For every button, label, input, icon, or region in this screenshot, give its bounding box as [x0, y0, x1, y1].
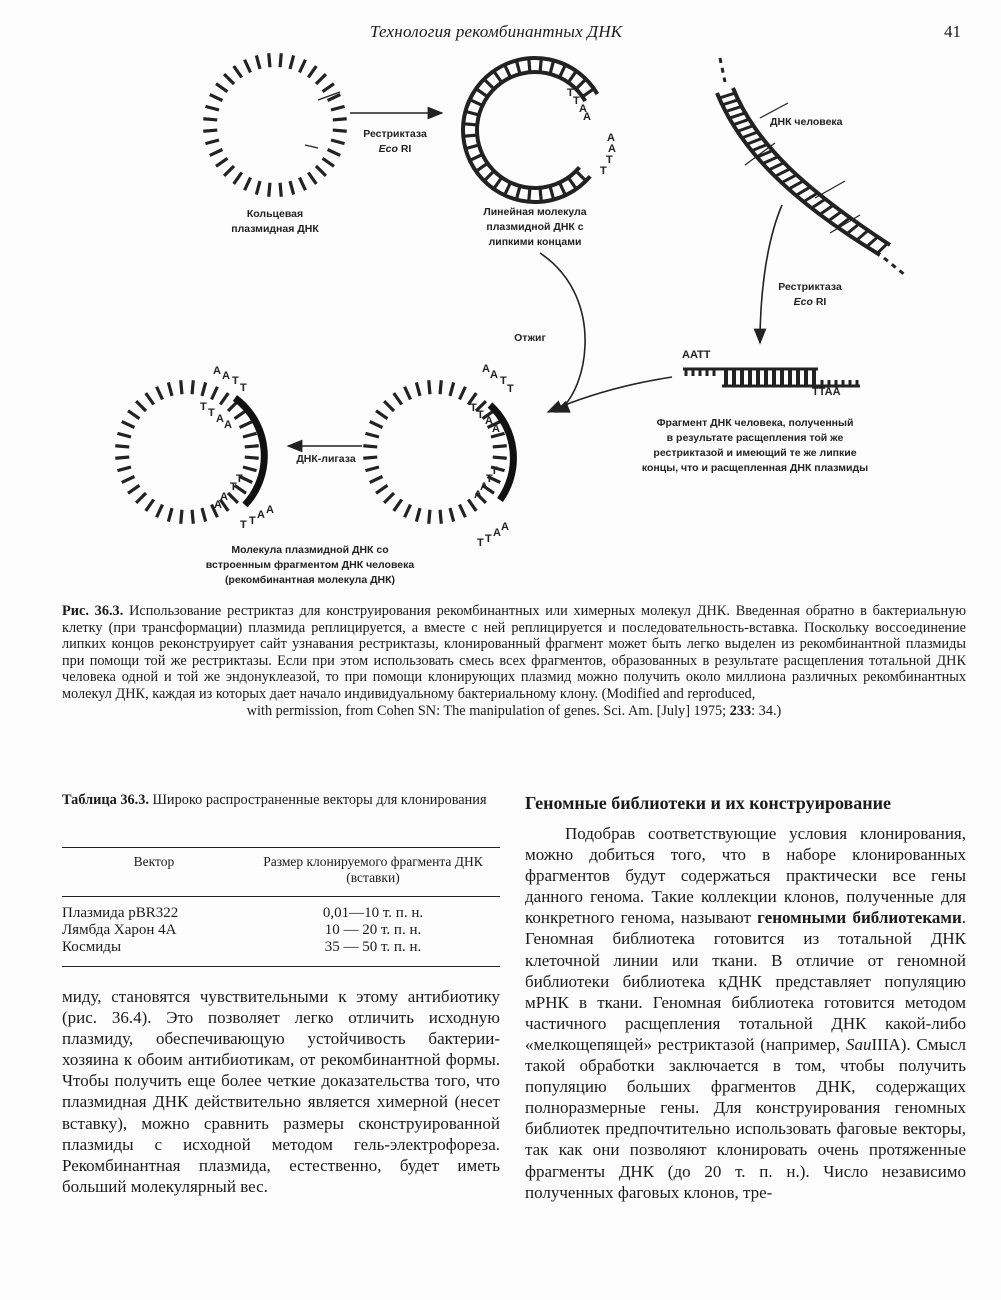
- base-pair-rung: [722, 100, 738, 105]
- base-pair-rung: [747, 138, 763, 144]
- cell-size: 0,01—10 т. п. н.: [322, 905, 424, 921]
- base-pair-rung: [796, 187, 810, 195]
- figure-36-3: [0, 0, 1001, 600]
- base-pair-rung: [416, 382, 420, 396]
- nucleotide-letter: T: [485, 533, 492, 545]
- base-pair-rung: [240, 422, 253, 428]
- base-pair-rung: [737, 126, 753, 132]
- page-number: 41: [944, 22, 961, 41]
- base-pair-rung: [847, 224, 859, 234]
- base-pair-rung: [820, 205, 833, 214]
- label-recombinant-molecule: Молекула плазмидной ДНК со встроенным фрагментом ДНК человека (рекомбинантная молекула ДНК): [205, 544, 415, 586]
- base-pair-rung: [550, 186, 554, 200]
- base-pair-rung: [256, 181, 260, 195]
- base-pair-rung: [529, 188, 530, 202]
- base-pair-rung: [719, 93, 735, 98]
- nucleotide-letter: A: [257, 509, 265, 521]
- section-heading: Геномные библиотеки и их конструирование: [525, 793, 891, 813]
- figure-caption: [62, 603, 966, 719]
- nucleotide-letter: A: [474, 489, 482, 501]
- base-pair-rung: [560, 183, 566, 196]
- base-pair-rung: [769, 163, 784, 170]
- nucleotide-letter: T: [573, 95, 580, 107]
- base-pair-rung: [470, 155, 483, 161]
- label-fragment-description: Фрагмент ДНК человека, полученный в результате расщепления той же рестриктазой и имеющий те же липкие концы, что и расщепленная ДНК плазмиды: [641, 417, 869, 474]
- nucleotide-letter: A: [501, 521, 509, 533]
- base-pair-rung: [202, 508, 206, 522]
- nucleotide-letter: A: [493, 527, 501, 539]
- inserted-fragment: [490, 405, 513, 500]
- base-pair-rung: [733, 119, 749, 124]
- base-pair-rung: [168, 382, 172, 396]
- label-ligase: ДНК-лигаза: [296, 453, 356, 465]
- cell-vector: Плазмида pBR322: [62, 905, 179, 921]
- nucleotide-letter: A: [482, 363, 490, 375]
- circular-plasmid-dna: [203, 53, 346, 197]
- base-pair-rung: [157, 387, 163, 400]
- nucleotide-letter: T: [606, 154, 613, 166]
- base-pair-rung: [323, 158, 334, 166]
- base-pair-rung: [202, 382, 206, 396]
- running-title: Технология рекомбинантных ДНК: [370, 22, 623, 41]
- label-fragment-top-seq: AATT: [682, 349, 711, 361]
- base-pair-rung: [323, 84, 334, 92]
- nucleotide-letter: T: [230, 481, 237, 493]
- nucleotide-letter: T: [500, 375, 507, 387]
- base-pair-rung: [440, 510, 441, 524]
- base-pair-rung: [429, 510, 430, 524]
- arrow-human-digest: [760, 205, 782, 343]
- base-pair-rung: [245, 60, 251, 73]
- nucleotide-letter: A: [607, 132, 615, 144]
- base-pair-rung: [316, 166, 326, 176]
- base-pair-rung: [210, 95, 223, 101]
- table-row: [62, 939, 500, 967]
- base-pair-rung: [122, 422, 135, 428]
- base-pair-rung: [505, 183, 511, 196]
- caption-credit: with permission, from Cohen SN: The manipulation of genes. Sci. Am. [July] 1975; 233: 34.): [246, 702, 782, 719]
- base-pair-rung: [440, 380, 441, 394]
- base-pair-rung: [192, 380, 193, 394]
- base-pair-rung: [203, 130, 217, 131]
- base-pair-rung: [210, 150, 223, 156]
- base-pair-rung: [516, 60, 520, 74]
- nucleotide-letter: A: [220, 491, 228, 503]
- caption-text: Использование рестриктаз для конструирования рекомбинантных или химерных молекул ДНК. Введенная обратно в бактериальную клетку (при трансформации) плазмида реплицируется, а вместе с ней реплицируется и последовательность-вставка. Поскольку воссоединение липких концов реконструирует сайт узнавания рестриктазы, клонированный фрагмент может быть легко выделен из рекомбинантной плазмиды при помощи той же рестриктазы. Если при этом использовать смесь всех фрагментов, образованных в результате расщепления тотальной ДНК человека одной и той же эндонуклеазой, то при помощи клонирующих плазмид можно получить около миллиона различных рекомбинантных молекул ДНК, каждая из которых дает начало индивидуальному бактериальному клону. (Modified and reproduced,: [62, 603, 966, 702]
- base-pair-rung: [136, 493, 146, 503]
- base-pair-rung: [394, 500, 402, 511]
- left-column-text: миду, становятся чувствительными к этому антибиотику (рис. 36.4). Это позволяет легко отличить исходную плазмиду, обеспечивающую устойчивость бактерии-хозяина к обоим антибиотикам, от рекомбинантной формы. Чтобы получить еще более четкие доказательства того, что плазмидная ДНК действительно является химерной (несет вставку), можно сравнить размеры сконструированной плазмиды с исходной методом гель-электрофореза. Рекомбинантная плазмида, естественно, будет иметь больший молекулярный вес.: [62, 987, 500, 1196]
- base-pair-rung: [468, 500, 476, 511]
- header-vector: Вектор: [133, 854, 175, 869]
- term-genomic-libraries: геномными библиотеками: [757, 908, 962, 928]
- right-column-text: Подобрав соответствующие условия клонирования, можно добиться того, что в наборе клонированных фрагментов будут содержаться практически все гены данного генома. Такие коллекции клонов, полученные для конкретного генома, называют геномными библиотеками. Геномная библиотека готовится из тотальной ДНК клеточной линии или ткани. В отличие от геномной библиотеки библиотека кДНК представляет популяцию мРНК в ткани. Геномная библиотека готовится методом частичного расщепления тотальной ДНК какой-либо «мелкощепящей» рестриктазой (например, SauIIIA). Смысл такой обработки заключается в том, чтобы получить популяцию больших фрагментов ДНК, содержащих полноразмерные гены. Для конструирования геномных библиотек предпочтительно использовать фаговые векторы, так как они позволяют клонировать очень протяженные фрагменты ДНК (до 20 т. п. н.). Число независимо полученных фаговых клонов, тре-: [525, 824, 966, 1202]
- base-pair-rung: [300, 60, 306, 73]
- strand-outer: [463, 58, 597, 202]
- table-header-row: [62, 848, 500, 897]
- base-pair-rung: [877, 243, 887, 253]
- base-pair-rung: [290, 181, 294, 195]
- base-pair-rung: [429, 380, 430, 394]
- base-pair-rung: [365, 467, 379, 471]
- base-pair-rung: [128, 411, 139, 419]
- base-pair-rung: [115, 457, 129, 458]
- base-pair-rung: [363, 446, 377, 447]
- base-pair-rung: [493, 446, 507, 447]
- base-pair-rung: [203, 119, 217, 120]
- nucleotide-letter: T: [477, 409, 484, 421]
- nucleotide-letter: A: [583, 111, 591, 123]
- base-pair-rung: [245, 446, 259, 447]
- base-pair-rung: [220, 393, 228, 404]
- caption-lead: Рис. 36.3.: [62, 603, 124, 619]
- nucleotide-letter: T: [208, 407, 215, 419]
- base-pair-rung: [540, 58, 541, 72]
- nucleotide-letter: T: [567, 87, 574, 99]
- base-pair-rung: [494, 71, 502, 82]
- base-pair-rung: [370, 422, 383, 428]
- label-human-dna: ДНК человека: [770, 116, 843, 128]
- base-pair-rung: [192, 510, 193, 524]
- base-pair-rung: [308, 173, 316, 184]
- base-pair-rung: [308, 66, 316, 77]
- base-pair-rung: [245, 457, 259, 458]
- base-pair-rung: [450, 508, 454, 522]
- base-pair-rung: [331, 106, 345, 110]
- base-pair-rung: [376, 485, 387, 493]
- recombinant-plasmid: [115, 365, 274, 531]
- base-pair-rung: [224, 74, 234, 84]
- label-enzyme-ecori-1: Рестриктаза Eco RI: [363, 128, 427, 155]
- base-pair-rung: [146, 393, 154, 404]
- annealed-plasmid: [363, 363, 514, 549]
- base-pair-rung: [505, 65, 511, 78]
- nucleotide-letter: A: [579, 103, 587, 115]
- base-pair-rung: [280, 53, 281, 67]
- base-pair-rung: [117, 433, 131, 437]
- base-pair-rung: [245, 178, 251, 191]
- base-pair-rung: [450, 382, 454, 396]
- base-pair-rung: [384, 401, 394, 411]
- base-pair-rung: [181, 510, 182, 524]
- nucleotide-letter: A: [224, 419, 232, 431]
- base-pair-rung: [568, 71, 576, 82]
- base-pair-rung: [394, 393, 402, 404]
- linear-plasmid-dna: [463, 58, 616, 202]
- base-pair-rung: [216, 158, 227, 166]
- base-pair-rung: [465, 111, 479, 115]
- base-pair-rung: [328, 150, 341, 156]
- base-pair-rung: [243, 433, 257, 437]
- strand-inner: [733, 88, 890, 245]
- base-pair-rung: [516, 186, 520, 200]
- base-pair-rung: [476, 163, 487, 171]
- table-row: [62, 922, 500, 939]
- base-pair-rung: [280, 183, 281, 197]
- table-row: [62, 897, 500, 923]
- cut-site-mark: [305, 145, 318, 148]
- nucleotide-letter: A: [214, 499, 222, 511]
- base-pair-rung: [576, 171, 586, 181]
- base-pair-rung: [763, 157, 779, 164]
- base-pair-rung: [416, 508, 420, 522]
- base-pair-rung: [235, 411, 246, 419]
- base-pair-rung: [789, 181, 804, 189]
- nucleotide-letter: A: [492, 423, 500, 435]
- label-circular-plasmid: Кольцевая плазмидная ДНК: [231, 208, 319, 235]
- nucleotide-letter: T: [240, 382, 247, 394]
- label-linear-plasmid: Линейная молекула плазмидной ДНК с липкими концами: [483, 206, 587, 248]
- base-pair-rung: [212, 387, 218, 400]
- base-pair-rung: [405, 387, 411, 400]
- base-pair-rung: [828, 211, 841, 220]
- base-pair-rung: [560, 65, 566, 78]
- base-pair-rung: [493, 457, 507, 458]
- base-pair-rung: [205, 140, 219, 144]
- base-pair-rung: [857, 230, 868, 240]
- human-dna-strand: [717, 58, 905, 275]
- human-dna-fragment: [683, 369, 860, 386]
- cell-size: 35 — 50 т. п. н.: [324, 939, 422, 955]
- base-pair-rung: [117, 467, 131, 471]
- nucleotide-letter: A: [608, 143, 616, 155]
- base-pair-rung: [460, 387, 466, 400]
- nucleotide-letter: T: [507, 383, 514, 395]
- strand-continuation: [884, 258, 905, 275]
- header-fragment-size: Размер клонируемого фрагмента ДНК (вставки): [263, 854, 483, 885]
- base-pair-rung: [463, 135, 477, 136]
- cell-vector: Лямбда Харон 4А: [62, 922, 177, 938]
- base-pair-rung: [370, 477, 383, 483]
- base-pair-rung: [256, 55, 260, 69]
- base-pair-rung: [476, 89, 487, 97]
- nucleotide-letter: T: [600, 165, 607, 177]
- base-pair-rung: [157, 505, 163, 518]
- table-title: Таблица 36.3. Широко распространенные векторы для клонирования: [62, 792, 487, 808]
- base-pair-rung: [224, 166, 234, 176]
- nucleotide-letter: A: [222, 370, 230, 382]
- base-pair-rung: [136, 401, 146, 411]
- base-pair-rung: [550, 60, 554, 74]
- nucleotide-letter: A: [213, 365, 221, 377]
- base-pair-rung: [333, 119, 347, 120]
- label-fragment-bottom-seq: TTAA: [812, 386, 841, 398]
- base-pair-rung: [529, 58, 530, 72]
- label-annealing: Отжиг: [514, 332, 546, 344]
- base-pair-rung: [234, 66, 242, 77]
- label-enzyme-ecori-2: Рестриктаза Eco RI: [778, 281, 842, 308]
- base-pair-rung: [494, 178, 502, 189]
- base-pair-rung: [205, 106, 219, 110]
- nucleotide-letter: T: [236, 473, 243, 485]
- base-pair-rung: [484, 171, 494, 181]
- nucleotide-letter: T: [477, 537, 484, 549]
- base-pair-rung: [782, 175, 797, 183]
- base-pair-rung: [115, 446, 129, 447]
- base-pair-rung: [376, 411, 387, 419]
- base-pair-rung: [460, 505, 466, 518]
- base-pair-rung: [576, 79, 586, 89]
- base-pair-rung: [470, 100, 483, 106]
- nucleotide-letter: T: [491, 465, 498, 477]
- nucleotide-letter: A: [216, 413, 224, 425]
- nucleotide-letter: A: [490, 369, 498, 381]
- nucleotide-letter: A: [480, 481, 488, 493]
- nucleotide-letter: T: [200, 401, 207, 413]
- nucleotide-letter: T: [240, 519, 247, 531]
- base-pair-rung: [228, 493, 238, 503]
- base-pair-rung: [405, 505, 411, 518]
- base-pair-rung: [726, 106, 742, 111]
- base-pair-rung: [867, 237, 878, 247]
- base-pair-rung: [484, 79, 494, 89]
- nucleotide-letter: T: [486, 473, 493, 485]
- base-pair-rung: [540, 188, 541, 202]
- base-pair-rung: [290, 55, 294, 69]
- vectors-table: [62, 847, 500, 967]
- nucleotide-letter: T: [232, 375, 239, 387]
- base-pair-rung: [811, 199, 825, 208]
- base-pair-rung: [568, 178, 576, 189]
- nucleotide-letter: T: [249, 515, 256, 527]
- nucleotide-letter: A: [485, 415, 493, 427]
- base-pair-rung: [122, 477, 135, 483]
- base-pair-rung: [181, 380, 182, 394]
- strand-continuation: [720, 58, 725, 82]
- base-pair-rung: [463, 124, 477, 125]
- base-pair-rung: [729, 113, 745, 118]
- base-pair-rung: [146, 500, 154, 511]
- base-pair-rung: [234, 173, 242, 184]
- base-pair-rung: [243, 467, 257, 471]
- base-pair-rung: [775, 169, 790, 177]
- cell-size: 10 — 20 т. п. н.: [324, 922, 422, 938]
- base-pair-rung: [269, 183, 270, 197]
- cut-site-mark: [815, 181, 845, 198]
- cell-vector: Космиды: [62, 939, 122, 955]
- base-pair-rung: [384, 493, 394, 503]
- base-pair-rung: [300, 178, 306, 191]
- base-pair-rung: [269, 53, 270, 67]
- base-pair-rung: [316, 74, 326, 84]
- nucleotide-letter: T: [470, 402, 477, 414]
- base-pair-rung: [365, 433, 379, 437]
- arrow-fragment-to-plasmid: [548, 377, 672, 412]
- base-pair-rung: [216, 84, 227, 92]
- base-pair-rung: [583, 89, 594, 97]
- nucleotide-letter: A: [266, 504, 274, 516]
- base-pair-rung: [128, 485, 139, 493]
- base-pair-rung: [742, 132, 758, 138]
- base-pair-rung: [168, 508, 172, 522]
- base-pair-rung: [465, 145, 479, 149]
